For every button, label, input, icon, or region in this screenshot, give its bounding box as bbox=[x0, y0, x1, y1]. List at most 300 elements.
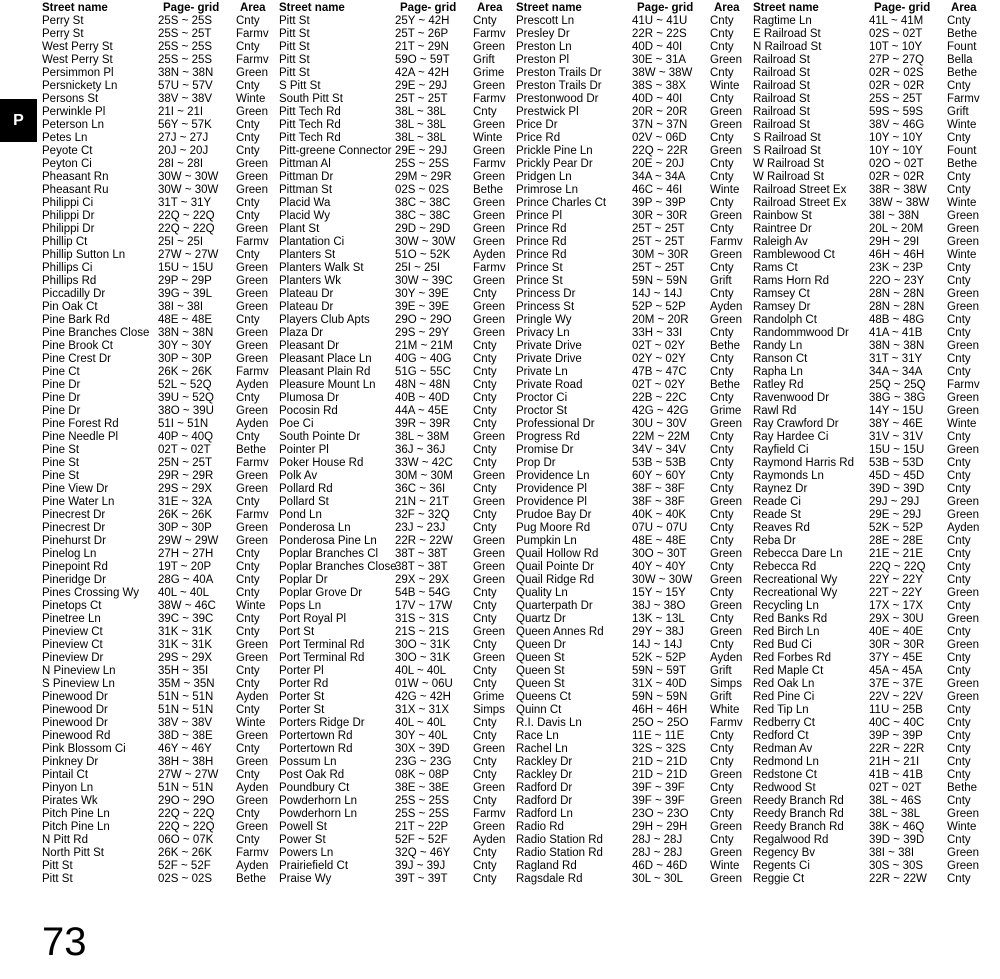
index-row bbox=[277, 80, 512, 93]
area: Cnty bbox=[473, 353, 497, 365]
area: Cnty bbox=[710, 171, 734, 183]
area: Cnty bbox=[236, 834, 260, 846]
street-name: Rackley Dr bbox=[516, 769, 573, 781]
street-name: Rebecca Rd bbox=[753, 561, 817, 573]
street-name: Plant St bbox=[279, 223, 320, 235]
index-row bbox=[40, 301, 275, 314]
area: Green bbox=[473, 821, 505, 833]
area: Green bbox=[236, 652, 268, 664]
page-grid: 13K ~ 13L bbox=[632, 613, 685, 625]
area: Cnty bbox=[710, 327, 734, 339]
index-row bbox=[40, 847, 275, 860]
page-grid: 38C ~ 38C bbox=[395, 197, 451, 209]
index-row bbox=[40, 821, 275, 834]
street-name: Quinn Ct bbox=[516, 704, 562, 716]
index-row bbox=[514, 756, 749, 769]
street-name: Queen St bbox=[516, 678, 565, 690]
street-name: Professional Dr bbox=[516, 418, 595, 430]
index-row bbox=[40, 418, 275, 431]
street-name: Pine Dr bbox=[42, 379, 81, 391]
index-row bbox=[40, 548, 275, 561]
street-name: Poplar Branches Close bbox=[279, 561, 397, 573]
area: Cnty bbox=[473, 418, 497, 430]
page-grid: 39E ~ 39E bbox=[395, 301, 450, 313]
page-grid: 37N ~ 37N bbox=[632, 119, 688, 131]
index-row bbox=[751, 548, 986, 561]
index-row bbox=[751, 171, 986, 184]
street-name: Prudoe Bay Dr bbox=[516, 509, 592, 521]
index-row bbox=[40, 132, 275, 145]
area: Farmv bbox=[947, 93, 980, 105]
page-grid: 25T ~ 26P bbox=[395, 28, 449, 40]
area: Cnty bbox=[947, 470, 971, 482]
area: Green bbox=[947, 210, 979, 222]
street-name: Proctor Ci bbox=[516, 392, 568, 404]
street-name: Pinelog Ln bbox=[42, 548, 97, 560]
area: Cnty bbox=[947, 327, 971, 339]
page-grid: 29D ~ 29D bbox=[395, 223, 451, 235]
index-row bbox=[277, 496, 512, 509]
page-grid: 27P ~ 27Q bbox=[869, 54, 925, 66]
header-page-grid: Page- grid bbox=[874, 2, 931, 14]
page-grid: 48E ~ 48E bbox=[158, 314, 213, 326]
index-row bbox=[514, 67, 749, 80]
area: Green bbox=[236, 184, 268, 196]
page-grid: 23O ~ 23O bbox=[632, 808, 689, 820]
index-row bbox=[751, 496, 986, 509]
index-row bbox=[514, 548, 749, 561]
street-name: Railroad St bbox=[753, 54, 810, 66]
street-name: Price Dr bbox=[516, 119, 558, 131]
area: Green bbox=[947, 509, 979, 521]
index-row bbox=[514, 444, 749, 457]
index-row bbox=[751, 353, 986, 366]
area: Green bbox=[473, 80, 505, 92]
index-row bbox=[751, 314, 986, 327]
index-row bbox=[277, 106, 512, 119]
area: Green bbox=[947, 340, 979, 352]
area: Farmv bbox=[473, 158, 506, 170]
area: Cnty bbox=[947, 262, 971, 274]
index-row bbox=[40, 665, 275, 678]
area: Cnty bbox=[473, 847, 497, 859]
street-name: Radio Station Rd bbox=[516, 847, 603, 859]
header-area: Area bbox=[951, 2, 977, 14]
street-name: Piccadilly Dr bbox=[42, 288, 106, 300]
index-row bbox=[277, 717, 512, 730]
index-row bbox=[751, 158, 986, 171]
area: Winte bbox=[947, 418, 977, 430]
index-row bbox=[514, 587, 749, 600]
street-name: Queen Dr bbox=[516, 639, 566, 651]
area: Cnty bbox=[236, 145, 260, 157]
area: Green bbox=[473, 314, 505, 326]
street-name: Powderhorn Ln bbox=[279, 795, 357, 807]
street-name: Pumpkin Ln bbox=[516, 535, 577, 547]
street-name: Pocosin Rd bbox=[279, 405, 338, 417]
page-grid: 38G ~ 38G bbox=[869, 392, 926, 404]
index-row bbox=[40, 756, 275, 769]
area: Cnty bbox=[236, 626, 260, 638]
page-grid: 08K ~ 08P bbox=[395, 769, 450, 781]
street-name: Reaves Rd bbox=[753, 522, 810, 534]
index-row bbox=[40, 574, 275, 587]
index-row bbox=[40, 197, 275, 210]
page-grid: 25S ~ 25S bbox=[158, 15, 213, 27]
street-name: Pinecrest Dr bbox=[42, 509, 106, 521]
page-grid: 38H ~ 38H bbox=[158, 756, 214, 768]
index-row bbox=[40, 860, 275, 873]
street-name: Redman Av bbox=[753, 743, 813, 755]
page-grid: 30W ~ 30W bbox=[395, 236, 456, 248]
street-name: Prickle Pine Ln bbox=[516, 145, 593, 157]
index-row bbox=[277, 548, 512, 561]
street-name: Plantation Ci bbox=[279, 236, 345, 248]
street-name: Perwinkle Pl bbox=[42, 106, 106, 118]
area: Cnty bbox=[473, 106, 497, 118]
street-name: Pine Dr bbox=[42, 392, 81, 404]
page-grid: 42G ~ 42G bbox=[632, 405, 689, 417]
index-row bbox=[751, 743, 986, 756]
area: Green bbox=[236, 730, 268, 742]
area: Cnty bbox=[236, 132, 260, 144]
area: Farmv bbox=[236, 28, 269, 40]
street-name: Porter St bbox=[279, 704, 325, 716]
page-grid: 41L ~ 41M bbox=[869, 15, 924, 27]
street-name: Pinewood Dr bbox=[42, 717, 108, 729]
page-grid: 30X ~ 39D bbox=[395, 743, 450, 755]
index-row bbox=[514, 717, 749, 730]
index-row bbox=[751, 717, 986, 730]
street-name: Rams Horn Rd bbox=[753, 275, 830, 287]
street-name: West Perry St bbox=[42, 54, 113, 66]
page-grid: 52L ~ 52Q bbox=[158, 379, 212, 391]
area: Green bbox=[710, 769, 742, 781]
street-name: Ragland Rd bbox=[516, 860, 577, 872]
index-row bbox=[277, 197, 512, 210]
area: Green bbox=[947, 496, 979, 508]
street-name: Perry St bbox=[42, 28, 84, 40]
index-column bbox=[514, 2, 749, 886]
area: Bethe bbox=[236, 444, 267, 456]
index-row bbox=[277, 288, 512, 301]
index-row bbox=[514, 574, 749, 587]
street-name: Port Terminal Rd bbox=[279, 652, 365, 664]
page-grid: 07U ~ 07U bbox=[632, 522, 688, 534]
street-name: Pointer Pl bbox=[279, 444, 329, 456]
area: Winte bbox=[236, 93, 266, 105]
area: Cnty bbox=[473, 522, 497, 534]
page-grid: 46H ~ 46H bbox=[632, 704, 688, 716]
street-name: Phillips Ci bbox=[42, 262, 93, 274]
page-grid: 51N ~ 51N bbox=[158, 704, 214, 716]
page-grid: 39U ~ 52Q bbox=[158, 392, 214, 404]
street-name: Reggie Ct bbox=[753, 873, 805, 885]
area: Green bbox=[236, 470, 268, 482]
header-area: Area bbox=[477, 2, 503, 14]
page-grid: 25S ~ 25S bbox=[395, 158, 450, 170]
area: Cnty bbox=[473, 483, 497, 495]
street-name: Pitt St bbox=[42, 873, 73, 885]
area: Green bbox=[236, 821, 268, 833]
area: Cnty bbox=[473, 444, 497, 456]
index-row bbox=[277, 639, 512, 652]
street-name: Progress Rd bbox=[516, 431, 580, 443]
street-name: Prince St bbox=[516, 262, 563, 274]
area: Farmv bbox=[473, 262, 506, 274]
page-grid: 40D ~ 40I bbox=[632, 93, 683, 105]
street-name: Railroad St bbox=[753, 93, 810, 105]
index-row bbox=[40, 496, 275, 509]
street-name: Pines Crossing Wy bbox=[42, 587, 140, 599]
street-name: Primrose Ln bbox=[516, 184, 578, 196]
page-grid: 21T ~ 29N bbox=[395, 41, 449, 53]
street-name: Pheasant Ru bbox=[42, 184, 109, 196]
index-row bbox=[40, 314, 275, 327]
index-row bbox=[514, 665, 749, 678]
page-grid: 38N ~ 38N bbox=[158, 67, 214, 79]
page-grid: 40B ~ 40D bbox=[395, 392, 450, 404]
area: Cnty bbox=[710, 366, 734, 378]
area: Green bbox=[710, 249, 742, 261]
page-grid: 38O ~ 39U bbox=[158, 405, 214, 417]
street-name: Railroad St bbox=[753, 67, 810, 79]
area: Cnty bbox=[710, 132, 734, 144]
area: Green bbox=[236, 535, 268, 547]
area: Ayden bbox=[710, 652, 743, 664]
area: Green bbox=[473, 223, 505, 235]
index-row bbox=[277, 860, 512, 873]
area: Winte bbox=[473, 132, 503, 144]
page-grid: 27J ~ 27J bbox=[158, 132, 209, 144]
page-grid: 22B ~ 22C bbox=[632, 392, 687, 404]
index-row bbox=[40, 639, 275, 652]
street-name: Perry St bbox=[42, 15, 84, 27]
page-grid: 28I ~ 28I bbox=[158, 158, 204, 170]
page-grid: 31K ~ 31K bbox=[158, 639, 213, 651]
area: Cnty bbox=[947, 626, 971, 638]
index-column bbox=[40, 2, 275, 886]
area: Bethe bbox=[947, 67, 978, 79]
street-name: Poplar Dr bbox=[279, 574, 328, 586]
area: Cnty bbox=[236, 678, 260, 690]
page-grid: 52K ~ 52P bbox=[632, 652, 687, 664]
page-grid: 02S ~ 02S bbox=[395, 184, 450, 196]
index-row bbox=[751, 80, 986, 93]
index-row bbox=[277, 509, 512, 522]
index-row bbox=[40, 626, 275, 639]
area: Farmv bbox=[236, 366, 269, 378]
index-row bbox=[751, 444, 986, 457]
street-name: Pintail Ct bbox=[42, 769, 89, 781]
area: Farmv bbox=[473, 808, 506, 820]
page-grid: 28E ~ 28E bbox=[869, 535, 924, 547]
street-name: Prince Rd bbox=[516, 249, 567, 261]
page-grid: 35H ~ 35I bbox=[158, 665, 209, 677]
area: Green bbox=[473, 145, 505, 157]
page-grid: 21M ~ 21M bbox=[395, 340, 453, 352]
street-name: Pinetree Ln bbox=[42, 613, 101, 625]
street-name: Ramsey Dr bbox=[753, 301, 811, 313]
page-grid: 22R ~ 22W bbox=[869, 873, 927, 885]
page-grid: 22Q ~ 22Q bbox=[158, 210, 215, 222]
area: Green bbox=[473, 652, 505, 664]
page-grid: 30S ~ 30S bbox=[869, 860, 924, 872]
street-name: Providence Pl bbox=[516, 496, 587, 508]
page-grid: 29S ~ 29Y bbox=[395, 327, 450, 339]
page-grid: 21H ~ 21I bbox=[869, 756, 920, 768]
area: Ayden bbox=[236, 782, 269, 794]
page-grid: 02R ~ 02R bbox=[869, 80, 925, 92]
street-name: Private Ln bbox=[516, 366, 568, 378]
index-row bbox=[277, 418, 512, 431]
street-name: Pineridge Dr bbox=[42, 574, 106, 586]
index-row bbox=[751, 626, 986, 639]
area: Cnty bbox=[473, 873, 497, 885]
page-grid: 29O ~ 29O bbox=[158, 795, 215, 807]
section-letter: P bbox=[13, 111, 24, 129]
index-row bbox=[514, 366, 749, 379]
area: Green bbox=[473, 535, 505, 547]
area: Cnty bbox=[947, 561, 971, 573]
area: Green bbox=[947, 392, 979, 404]
area: Cnty bbox=[473, 366, 497, 378]
area: Green bbox=[236, 483, 268, 495]
page-grid: 41A ~ 41B bbox=[869, 327, 923, 339]
page-grid: 11E ~ 11E bbox=[632, 730, 685, 742]
index-row bbox=[40, 171, 275, 184]
index-row bbox=[514, 834, 749, 847]
street-name: Quail Ridge Rd bbox=[516, 574, 594, 586]
index-row bbox=[40, 353, 275, 366]
index-row bbox=[751, 119, 986, 132]
area: Cnty bbox=[236, 210, 260, 222]
street-name: Rachel Ln bbox=[516, 743, 568, 755]
area: Green bbox=[236, 639, 268, 651]
index-row bbox=[40, 587, 275, 600]
area: Farmv bbox=[236, 509, 269, 521]
page-grid: 51I ~ 51N bbox=[158, 418, 209, 430]
area: Farmv bbox=[236, 54, 269, 66]
index-row bbox=[751, 15, 986, 28]
column-header bbox=[514, 2, 749, 15]
area: Green bbox=[236, 158, 268, 170]
street-name: S Railroad St bbox=[753, 145, 821, 157]
index-row bbox=[277, 847, 512, 860]
page-grid: 40L ~ 40L bbox=[395, 665, 447, 677]
area: Farmv bbox=[710, 236, 743, 248]
area: Cnty bbox=[947, 366, 971, 378]
area: Winte bbox=[947, 197, 977, 209]
index-row bbox=[514, 132, 749, 145]
index-row bbox=[40, 717, 275, 730]
street-name: Red Pine Ci bbox=[753, 691, 815, 703]
street-name: Pitt-greene Connector bbox=[279, 145, 392, 157]
page-grid: 54B ~ 54G bbox=[395, 587, 451, 599]
page-grid: 60Y ~ 60Y bbox=[632, 470, 686, 482]
page-grid: 40K ~ 40K bbox=[632, 509, 687, 521]
index-row bbox=[514, 275, 749, 288]
page-grid: 25Q ~ 25Q bbox=[869, 379, 926, 391]
index-row bbox=[751, 288, 986, 301]
page-grid: 30W ~ 39C bbox=[395, 275, 453, 287]
area: Cnty bbox=[236, 314, 260, 326]
page-grid: 30O ~ 31K bbox=[395, 639, 451, 651]
area: Cnty bbox=[947, 132, 971, 144]
street-name: Raymond Harris Rd bbox=[753, 457, 854, 469]
area: Green bbox=[236, 795, 268, 807]
street-name: Queen St bbox=[516, 665, 565, 677]
page-grid: 27H ~ 27H bbox=[158, 548, 214, 560]
street-name: Ponderosa Pine Ln bbox=[279, 535, 377, 547]
area: Green bbox=[473, 210, 505, 222]
area: Grift bbox=[710, 275, 732, 287]
index-row bbox=[514, 704, 749, 717]
page-grid: 17X ~ 17X bbox=[869, 600, 924, 612]
index-row bbox=[40, 444, 275, 457]
index-row bbox=[751, 678, 986, 691]
street-name: Pollard Rd bbox=[279, 483, 333, 495]
area: Cnty bbox=[710, 457, 734, 469]
page-grid: 38Y ~ 46E bbox=[869, 418, 923, 430]
street-name: Port Terminal Rd bbox=[279, 639, 365, 651]
page-grid: 21D ~ 21D bbox=[632, 756, 688, 768]
area: Green bbox=[473, 574, 505, 586]
street-name: Powell St bbox=[279, 821, 327, 833]
index-row bbox=[40, 93, 275, 106]
area: Cnty bbox=[947, 665, 971, 677]
header-page-grid: Page- grid bbox=[400, 2, 457, 14]
street-name: Prince Pl bbox=[516, 210, 563, 222]
area: Green bbox=[710, 574, 742, 586]
index-row bbox=[751, 366, 986, 379]
street-name: Pringle Wy bbox=[516, 314, 572, 326]
page-grid: 39C ~ 39C bbox=[158, 613, 214, 625]
street-name: Raynez Dr bbox=[753, 483, 808, 495]
street-name: Ramblewood Ct bbox=[753, 249, 835, 261]
area: Grime bbox=[473, 691, 505, 703]
street-name: Philippi Ci bbox=[42, 197, 94, 209]
street-name: Post Oak Rd bbox=[279, 769, 345, 781]
street-name: Pittman Al bbox=[279, 158, 331, 170]
street-name: Radford Dr bbox=[516, 782, 573, 794]
page-grid: 19T ~ 20P bbox=[158, 561, 212, 573]
index-row bbox=[277, 756, 512, 769]
street-name: Pine View Dr bbox=[42, 483, 109, 495]
street-name: Race Ln bbox=[516, 730, 559, 742]
index-row bbox=[40, 704, 275, 717]
area: Cnty bbox=[236, 613, 260, 625]
index-row bbox=[514, 457, 749, 470]
page-grid: 29R ~ 29R bbox=[158, 470, 214, 482]
page-grid: 36C ~ 36I bbox=[395, 483, 446, 495]
page-grid: 52P ~ 52P bbox=[632, 301, 686, 313]
index-row bbox=[40, 795, 275, 808]
page-grid: 31K ~ 31K bbox=[158, 626, 213, 638]
area: Cnty bbox=[473, 860, 497, 872]
page-grid: 30W ~ 30W bbox=[158, 171, 219, 183]
area: Simps bbox=[710, 678, 742, 690]
street-name: Pinewood Dr bbox=[42, 704, 108, 716]
street-name: Pollard St bbox=[279, 496, 329, 508]
page-grid: 29H ~ 29I bbox=[869, 236, 920, 248]
index-row bbox=[751, 600, 986, 613]
page-grid: 39F ~ 39F bbox=[632, 795, 685, 807]
street-name: Randy Ln bbox=[753, 340, 803, 352]
index-row bbox=[751, 340, 986, 353]
page-grid: 10Y ~ 10Y bbox=[869, 145, 923, 157]
street-name: W Railroad St bbox=[753, 171, 824, 183]
